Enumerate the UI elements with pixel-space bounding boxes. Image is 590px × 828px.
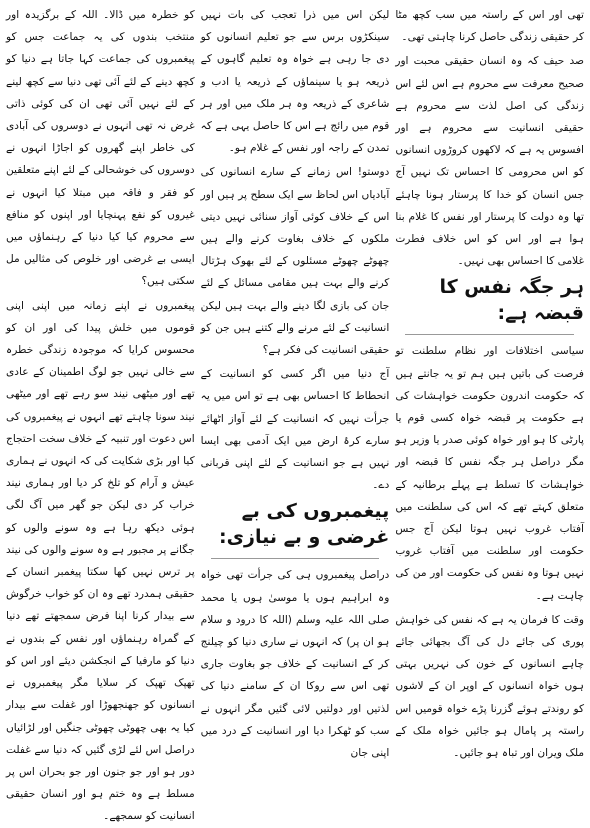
- paragraph: کو خطرہ میں ڈالا۔ اللہ کے برگزیدہ اور منتخب بندوں کی یہ جماعت جس کو پیغمبروں کی جماعت کہا جاتا ہے دنیا کو کچھ دینے کے لئے آئی تھی دنیا سے کچھ لینے کے لئے نہیں آئی تھی ان کی کوئی ذاتی غرض نہ تھی انہوں نے دوسروں کی آبادی کی خاطر اپنے گھروں کو اجاڑا انہوں نے دوسروں کی خوشحالی کے لئے اپنے متعلقین کو فقر و فاقہ میں مبتلا کیا انہوں نے غیروں کو نفع پہنچایا اور اپنوں کو منافع سے محروم کیا کیا دنیا کے رہنماؤں میں ایسی بے غرضی اور خلوص کی مثالیں مل سکتی ہیں؟: [5, 9, 195, 288]
- column-middle: [200, 4, 390, 760]
- column-left: [5, 4, 195, 823]
- paragraph: پیغمبروں نے اپنے زمانہ میں اپنی اپنی قوموں میں خلش پیدا کی اور ان کو محسوس کرایا کہ موجودہ زندگی خطرہ سے خالی نہیں جو لوگ اطمینان کے عادی تھے اور میٹھی نیند سو رہے تھے اور میٹھی نیند سونا چاہتے تھے انہوں نے پیغمبروں کی اس دعوت اور تنبیہ کے خلاف سخت احتجاج کیا اور بڑی شکایت کی کہ انہوں نے ہماری عیش و آرام کو تلخ کر دیا اور ہماری نیند خراب کر دی لیکن جو گھر میں آگ لگی ہوئی دیکھ رہا ہے وہ سونے والوں کو جگانے پر مجبور ہے وہ سونے والوں کی نیند پر ترس نہیں کھا سکتا پیغمبر انسان کے حقیقی ہمدرد تھے وہ ان کو خواب خرگوش سے بیدار کرنا اپنا فرض سمجھتے تھے دنیا کے گمراہ رہنماؤں اور نفس کے بندوں نے دنیا کو مارفیا کے انجکشن دیئے اور اس کو تھپک تھپک کر سلایا مگر پیغمبروں نے انسانوں کو جھنجھوڑا اور غفلت سے بیدار کیا یہ بھی چھوٹی چھوٹی جنگیں اور لڑائیاں دراصل اس لئے لڑی گئیں کہ دنیا سے غفلت دور ہو اور جو جنون اور جو بحران اس پر مسلط ہے وہ ختم ہو اور انسان حقیقی انسانیت کو سمجھے۔: [5, 299, 195, 823]
- heading-underline: [211, 558, 380, 559]
- paragraph: صد حیف کہ وہ انسان حقیقی محبت اور صحیح معرفت سے محروم ہے اس لئے اس زندگی کی اصل لذت سے محروم ہے حقیقی انسانیت سے محروم ہے اور افسوس یہ ہے کہ لاکھوں کروڑوں انسانوں کو اس محرومی کا احساس تک نہیں آج جس انسان کو خدا کا پرستار ہونا چاہئے تھا وہ دولت کا پرستار اور نفس کا غلام بنا ہوا ہے اور اس کو اس خلاف فطرت غلامی کا احساس بھی نہیں۔: [395, 55, 584, 268]
- paragraph: تھی اور اس کے راستہ میں سب کچھ مٹا کر حقیقی زندگی حاصل کرنا چاہتی تھی۔: [395, 9, 584, 44]
- column-right: [395, 4, 584, 760]
- paragraph: لیکن اس میں ذرا تعجب کی بات نہیں سینکڑوں برس سے جو تعلیم انسانوں کو دی جا رہی ہے خواہ وہ تعلیم گاہوں کے ذریعہ ہو یا سینماؤں کے ذریعہ یا ادب و شاعری کے ذریعہ وہ ہر ملک میں اور ہر قوم میں رائج ہے اس کا حاصل یہی ہے کہ تمدن کے راجہ اور نفس کے غلام ہو۔: [200, 9, 390, 155]
- document-page: [5, 4, 584, 823]
- paragraph: سیاسی اختلافات اور نظام سلطنت تو فرصت کی باتیں ہیں ہم تو یہ جانتے ہیں کہ حکومت اندرون حکومت خواہشات کی ہے حکومت پر قبضہ خواہ کسی قوم یا پارٹی کا ہو اور خواہ کوئی صدر یا وزیر ہو مگر دراصل ہر جگہ نفس کا قبضہ اور خواہشات کا تسلط ہے پہلے برطانیہ کے متعلق کہتے تھے کہ اس کی سلطنت میں آفتاب غروب نہیں ہوتا لیکن آج جس حکومت اور سلطنت میں آفتاب غروب نہیں ہوتا وہ نفس کی حکومت اور من کی چاہت ہے۔: [395, 345, 584, 602]
- paragraph: آج دنیا میں اگر کسی کو انسانیت کے انحطاط کا احساس بھی ہے تو اس میں یہ جرأت نہیں کہ انسانیت کے لئے آواز اٹھائے سارے کرۂ ارض میں ایک آدمی بھی ایسا نہیں ہے جو انسانیت کے لئے اپنی قربانی دے۔: [200, 368, 390, 492]
- paragraph: وقت کا فرمان یہ ہے کہ نفس کی خواہش پوری کی جائے دل کی آگ بجھائی جائے چاہے انسانوں کے خون کی نہریں بہتی ہوں خواہ انسانوں کے اوپر ان کے لاشوں کو روندتے ہوئے گزرنا پڑے خواہ قومیں اس راستہ پر پامال ہو جائیں خواہ ملک کے ملک ویران اور تباہ ہو جائیں۔: [395, 613, 584, 760]
- section-heading: پیغمبروں کی بے غرضی و بے نیازی:: [219, 500, 390, 549]
- section-heading: ہر جگہ نفس کا قبضہ ہے:: [439, 276, 584, 325]
- heading-underline: [405, 334, 574, 335]
- paragraph: دوستو! اس زمانے کے سارے انسانوں کی آبادیاں اس لحاظ سے ایک سطح پر ہیں اور اس کے خلاف کوئی آواز سنائی نہیں دیتی ملکوں کے خلاف بغاوت کرنے والے ہیں چھوٹے چھوٹے مسئلوں کے لئے بھوک ہڑتال کرنے والے بہت ہیں مقامی مسائل کے لئے جان کی بازی لگا دینے والے بہت ہیں لیکن انسانیت کے لئے مرنے والے کتنے ہیں جن کو حقیقی انسانیت کی فکر ہے؟: [200, 166, 390, 357]
- paragraph: دراصل پیغمبروں ہی کی جرأت تھی خواہ وہ ابراہیم ہوں یا موسیٰ ہوں یا محمد صلی اللہ علیہ وسلم (اللہ کا درود و سلام ہو ان پر) کہ انہوں نے ساری دنیا کو چیلنج کر کے انسانیت کے خلاف جو بغاوت جاری تھی اس سے روکا ان کے سامنے دنیا کی لذتیں اور دولتیں لائی گئیں مگر انہوں نے سب کو ٹھکرا دیا اور انسانیت کے درد میں اپنی جان: [200, 569, 390, 760]
